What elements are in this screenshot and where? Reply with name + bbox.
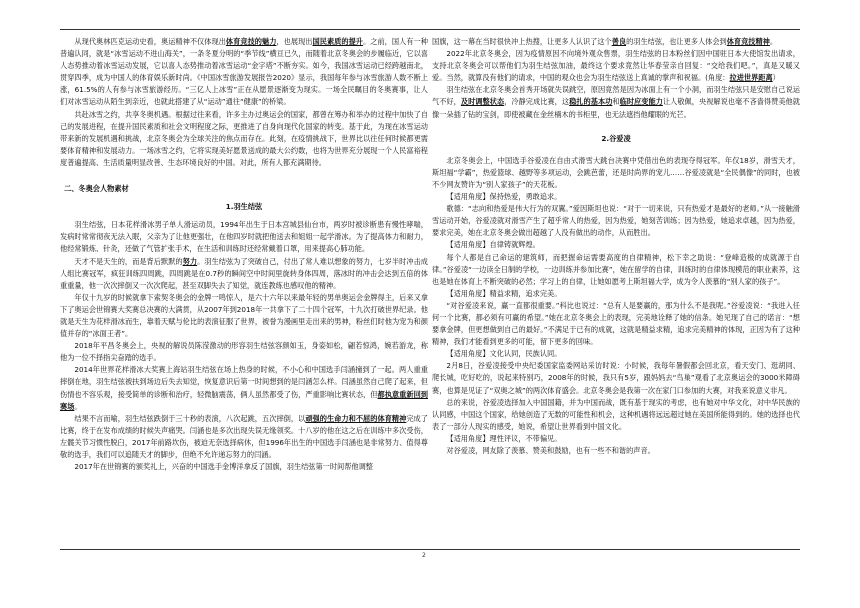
paragraph: 2014年世界花样滑冰大奖赛上海站羽生结弦在场上热身的时候，不小心和中国选手闫涵撞到了一起。两人重重摔倒在地，羽生结弦被扶到场边后失去知觉，恢复意识后第一时间想到的是闫涵怎么样。闫涵虽然自己爬了起来，但伤情也不容乐观，接受简单的诊断和治疗，轻微脑震荡，俩人虽然都受了伤，严重影响比赛状态，但都执意重新回到赛场。 — [60, 365, 428, 411]
paragraph: 2018年平昌冬奥会上，央视的解说员陈滢激动的形容羽生结弦容颜如玉，身姿如松，翩若惊鸿，婉若游龙，称他为一位不择指尖奋踏的选手。 — [60, 341, 428, 363]
paragraph: 结果不言而喻，羽生结弦跌倒于三十秒的表演，八次起跳，五次摔倒，以顽强的生命力和不屈的体育精神完成了比赛，终于在发布成绩的时候失声痛哭。闫涵也是多次出现失误无缘领奖。十八岁的他在这之后在训练中多次受伤，左髋关节习惯性脱臼，2017年前路坎伤，被迫无奈选择病休，但1996年出生的中国选手闫涵也是非常努力、值得尊敬的选手，我们可以追随天才的脚步，但绝不允许递忘努力的闫涵。 — [60, 413, 428, 459]
paragraph: 2022年北京冬奥会，因为疫情原因不向境外观众售票，羽生结弦的日本粉丝们因中国驻日本大使馆发出请求，支持北京冬奥会可以帮他们为羽生结弦加油，最终这个要求竟然让华春莹亲自回复：“交给我们吧。”，真是又暖又爱。当然，就算没有他们的请求，中国的观众也会为羽生结弦送上真诚的掌声和祝福。(角度：拉进世界距离） — [432, 49, 800, 83]
paragraph: 对谷爱凌，网友除了羡慕、赞美和鼓励，也有一些不和谐的声音。 — [446, 446, 655, 455]
paragraph: 每个人都是自己命运的建筑师，而把握命运需要高度的自律精神，松下幸之助说：“登峰造极的成就源于自律。”谷爱凌“一边读全日制的学校，一边训练并参加比赛”，她在留学的自律，训练时的自律体现模范的职业素养，这也是她在体育上不断突破的必然；学习上的自律，让她如愿考上斯坦福大学，成为令人羡慕的“别人家的孩子”。 — [432, 252, 800, 286]
paragraph: 歌德：“志向和热爱是伟大行为的双翼。”爱因斯坦也说：“对于一切来说，只有热爱才是最好的老师。”从一接触滑雪运动开始，谷爱凌就对滑雪产生了超乎常人的热爱，因为热爱，她刻苦训练；因为热爱，她追求卓越，因为热爱，要求完美，她在北京冬奥会做出超越了人没有做出的动作，从而胜出。 — [432, 204, 800, 238]
emphasis-text: 努力 — [182, 256, 198, 266]
emphasis-text: 拉进世界距离 — [729, 73, 773, 83]
paragraph: 共赴冰雪之约，共享冬奥机遇。根据过往来看，许多主办过奥运会的国家，都曾在筹办和举办的过程中加快了自己的发展进程，在提升国民素质和社会文明程度之际，更推进了自身向现代化国家的转变。基于此，为现在冰雪运动带来新的发展机遇和挑战，北京冬奥会为全球关注的焦点而存在。此刻，在疫情挑战下，世界比以往任何时候都更需要体育精神和发展动力。一场冰雪之约，它将实现美好愿景送成的最大公约数，也将为世界充分展现一个人民富裕程度普遍提高、生活质量明显改善、生态环境良好的中国。对此，所有人都充满期待。 — [60, 109, 428, 167]
paragraph: 羽生结弦，日本花样滑冰男子单人滑运动员，1994年出生于日本宫城县仙台市，两岁时被诊断患有慢性哮喘，发病时常常彻夜无法入眠，父亲为了让他更强壮，在他四岁时就把他送去和姐姐一起学滑冰。为了提高体力和耐力，他经常锻炼、针灸，还做了气管扩张手术，在生活和训练时还经常戴着口罩，用来提高心肺功能。 — [60, 220, 428, 254]
angle-label: 【适用角度】精益求精，追求完美。 — [446, 288, 562, 298]
emphasis-text: 顽强的生命力和不屈的体育精神 — [305, 413, 407, 423]
left-column — [60, 36, 428, 473]
paragraph: 总的来说，谷爱凌选择加入中国国籍，并为中国而战，既有基于现实的考虑，也有她对中华文化，对中华民族的认同感，中国这个国家，给她创造了无数的可能性和机会，这种机遇将远远超过她在美国所能得到的。她的选择也代表了一部分人现实的感受，她说，希望让世界看到中国文化。 — [432, 397, 800, 431]
emphasis-text: 临时应变能力 — [619, 97, 663, 107]
paragraph: 2017年在世锦赛的颁奖礼上，兴奋的中国选手金博洋拿反了国旗，羽生结弦第一时间帮他调整 — [74, 462, 373, 472]
section-title: 二、冬奥会人物素材 — [64, 184, 129, 194]
right-column — [432, 36, 800, 457]
emphasis-text: 善良 — [611, 37, 627, 46]
subsection-title: 2.谷爱凌 — [601, 133, 631, 143]
angle-label: 【适用角度】自律铸就辉煌。 — [446, 240, 540, 250]
angle-label: 【适用角度】理性评议，不带偏见。 — [446, 433, 562, 443]
emphasis-text: 国民素质的提升 — [312, 37, 364, 46]
header-rule — [60, 29, 800, 30]
angle-label: 【适用角度】保持热爱，勇敢追求。 — [446, 192, 562, 202]
paragraph: 年仅十九岁的时候就拿下索契冬奥会的金牌一鸣惊人，是六十六年以来最年轻的男单奥运会金牌得主，后来又拿下了奥运会世锦赛大奖赛总决赛的大满贯，从2007年到2018年一共拿下了二十四个冠军，十九次打破世界纪录。他就是天生为花样滑冰而生，靠着天赋与伦比的表演征服了世界，被誉为漫画里走出来的男神，粉丝们时他为宠为和颜值并存的“冰面王者”。 — [60, 292, 428, 339]
subsection-title: 1.羽生结弦 — [225, 202, 263, 212]
paragraph: 北京冬奥会上，中国选手谷爱凌在自由式滑雪大跳台决赛中凭借出色的表现夺得冠军。年仅18岁，滑雪天才，斯坦福“学霸”，热爱篮球、越野等多项运动，会跳芭蕾，还是时尚界的宠儿……谷爱凌就是“全民偶像”的同时，也被不少网友赞许为“别人家孩子”的天花板。 — [432, 155, 800, 189]
emphasis-text: 体育竞技精神 — [726, 37, 770, 46]
angle-label: 【适用角度】文化认同，民族认同。 — [446, 349, 562, 359]
page-number: 2 — [422, 552, 426, 559]
paragraph: 羽生结弦在北京冬奥会首秀开场就失误跳空，原因竟然是因为冰面上有一个小洞，而羽生结弦只是安慰自己说运气不好，及时调整状态，冷静完成比赛，这稳扎的基本功和临时应变能力让人敬佩，央视解说也毫不吝啬得赞美他就像一朵插了钻的宝剑，即使被藏在金丝楠木的书柜里，也无法遮挡他耀眼的光芒。 — [432, 85, 800, 119]
emphasis-text: 稳扎的基本功 — [569, 97, 613, 107]
emphasis-text: 及时调整状态 — [460, 97, 505, 107]
paragraph: 天才不是天生的，而是背后默默的努力。羽生结弦为了突破自己，付出了常人难以想象的努力，七岁半时冲击成人组比赛冠军，疯狂训练四周跳，四周跳是在0.7秒的瞬间空中时间里旋转身体四周，落冰时的冲击会达到五倍的体重重量，他一次次摔倒又一次次爬起，甚至双脚失去了知觉，就连教练也感叹他的精神。 — [60, 256, 428, 290]
paragraph: 从现代奥林匹克运动史看，奥运精神不仅体现出体育竞技的魅力，也展现出国民素质的提升。之前，国人有一种普遍认同，就是“冰雪运动不进山海关”，一条冬夏分明的“季节线”横亘已久，而随着北京冬奥会的步履临近，它以喜人态势推动着冰雪运动发展，它以喜人态势推动着冰雪运动“金字塔”不断夯实。如今，我国冰雪运动已经跨越南北，贯穿四季，成为中国人的体育娱乐新时尚。《中国冰雪旅游发展报告2020》显示，我国每年参与冰雪旅游人数不断上涨，61.5%的人有参与冰雪旅游经历。“三亿人上冰雪”正在从愿景逐渐变为现实。一场全民瞩目的冬奥赛事，让人们对冰雪运动从陌生到亲近，也就此搭建了从“运动”通往“健康”的桥梁。 — [60, 37, 428, 107]
emphasis-text: 都执意重新回到赛场 — [60, 389, 428, 411]
footer-rule — [60, 549, 800, 550]
emphasis-text: 体育竞技的魅力 — [225, 37, 277, 46]
paragraph: 2月8日，谷爱凌接受中央纪委国家监委网站采访时说：小时候，我每年暑假都会回北京，看天安门、逛胡同、爬长城，吃好吃的，说起来特别巧，2008年的时候，我只有5岁，跟妈妈去“鸟巢”观看了北京奥运会的3000米障碍赛，也算是见证了“双奥之城”的两次体育盛会。北京冬奥会是我第一次在家门口参加的大赛，对我来说意义非凡。 — [432, 361, 800, 395]
paragraph: 国旗，这一幕在当时很快冲上热搜，让更多人认识了这个善良的羽生结弦，也让更多人体会到体育竞技精神。 — [432, 37, 778, 46]
paragraph: “对谷爱凌来说，赢一直都很重要。”科比也说过：“总有人是要赢的，那为什么不是我呢。”谷爱凌说：“我进入任何一个比赛，都必须有可赢的希望。”她在北京冬奥会上的表现，完美地诠释了她的信条。她见现了自己的诺言：“想要拿金牌，但更想做到自己的最好。”不满足于已有的成就，这就是精益求精，追求完美精神的体现，正因为有了这种精神，我们才能看到更多的可能，留下更多的回味。 — [432, 300, 800, 347]
